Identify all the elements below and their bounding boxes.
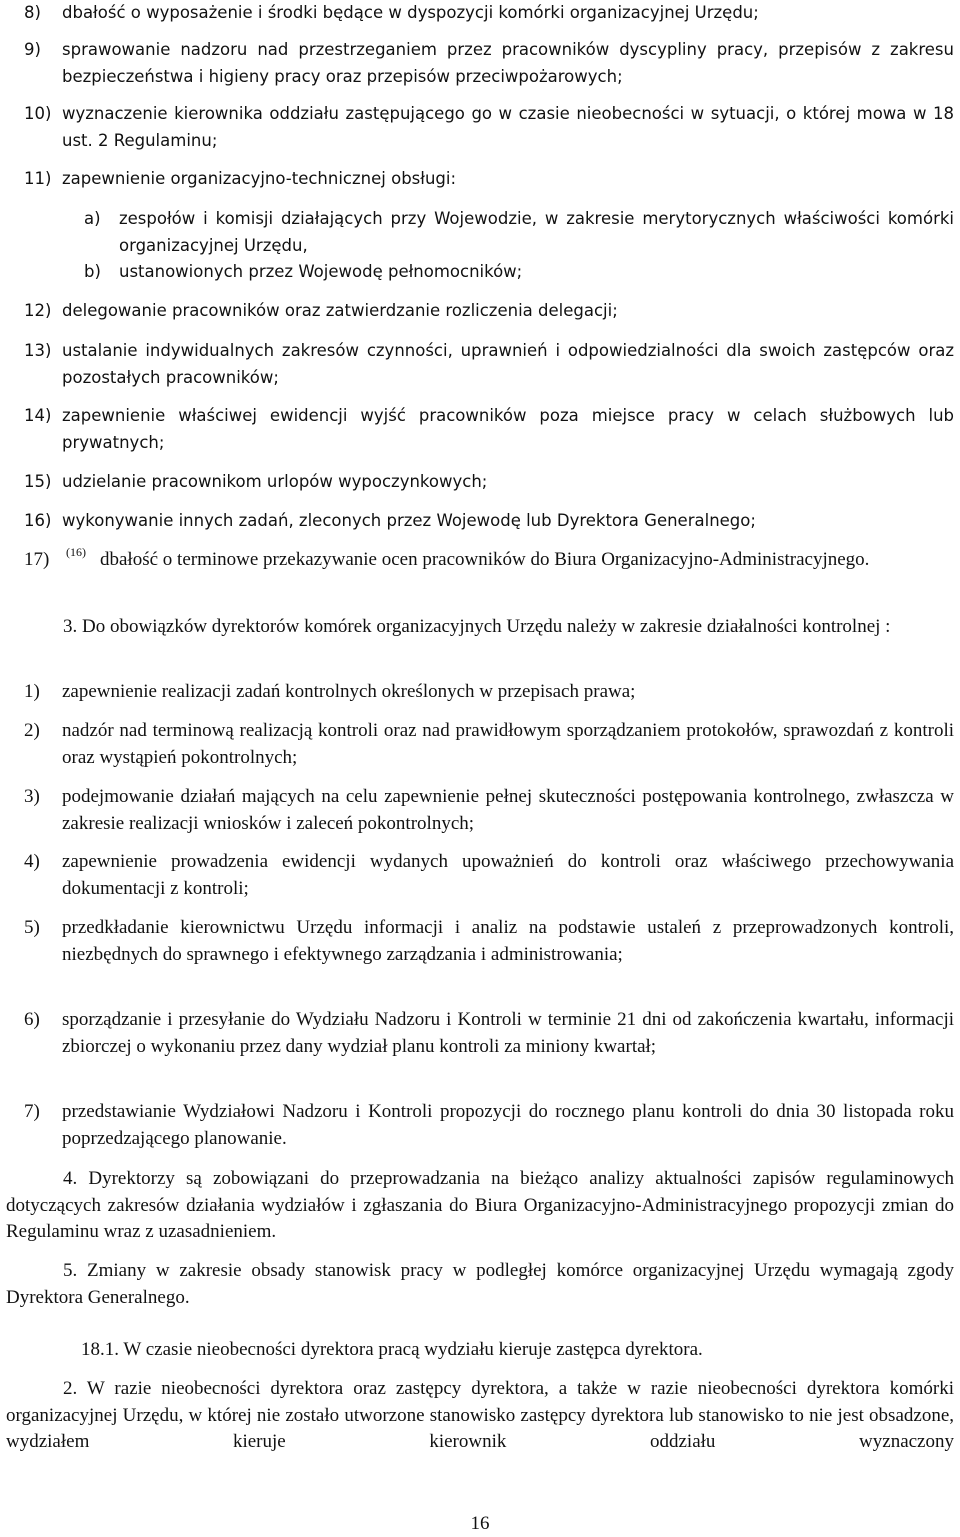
item-number: 4) xyxy=(24,851,40,872)
paragraph-4: 4. Dyrektorzy są zobowiązani do przeprowadzania na bieżąco analizy aktualności zapisów regulaminowych dotyczących zakresów działania wydziałów i zgłaszania do Biura Organizacyjno-Administracyjnego propozycji zmian do Regulaminu wraz z uzasadnieniem. xyxy=(6,1168,954,1242)
page-number: 16 xyxy=(470,1513,490,1534)
item-number: 17) xyxy=(24,549,50,570)
item-text: nadzór nad terminową realizacją kontroli oraz nad prawidłowym sporządzaniem protokołów, sprawozdań z kontroli oraz wystąpień pokontrolnych; xyxy=(62,720,954,768)
list-item xyxy=(6,403,954,456)
list-item xyxy=(6,37,954,90)
item-number: 15) xyxy=(24,472,52,491)
item-number: 11) xyxy=(24,169,52,188)
paragraph-3: 3. Do obowiązków dyrektorów komórek organizacyjnych Urzędu należy w zakresie działalności kontrolnej : xyxy=(63,616,891,637)
list-item xyxy=(6,784,954,837)
list-item xyxy=(6,166,954,193)
list-item xyxy=(6,338,954,391)
item-text: zapewnienie właściwej ewidencji wyjść pracowników poza miejsce pracy w celach służbowych lub prywatnych; xyxy=(62,406,954,452)
item-number: 9) xyxy=(24,40,41,59)
paragraph-5: 5. Zmiany w zakresie obsady stanowisk pracy w podległej komórce organizacyjnej Urzędu wymagają zgody Dyrektora Generalnego. xyxy=(6,1260,954,1308)
item-text: wyznaczenie kierownika oddziału zastępującego go w czasie nieobecności w sytuacji, o której mowa w 18 ust. 2 Regulaminu; xyxy=(62,104,954,150)
item-number: 6) xyxy=(24,1009,40,1030)
sub-list-item xyxy=(6,206,954,259)
item-number: 8) xyxy=(24,3,41,22)
list-item xyxy=(6,101,954,154)
item-number: 14) xyxy=(24,406,52,425)
item-text-wrapper xyxy=(62,547,954,574)
item-text: zapewnienie realizacji zadań kontrolnych określonych w przepisach prawa; xyxy=(62,681,636,702)
item-number: 5) xyxy=(24,917,40,938)
paragraph-18-2: 2. W razie nieobecności dyrektora oraz zastępcy dyrektora, a także w razie nieobecności dyrektora komórki organizacyjnej Urzędu, w której nie zostało utworzone stanowisko zastępcy dyrektora lub stanowisko to nie jest obsadzone, wydziałem kieruje kierownik oddziału wyznaczony xyxy=(6,1378,954,1452)
item-text: zapewnienie prowadzenia ewidencji wydanych upoważnień do kontroli oraz właściwego przechowywania dokumentacji z kontroli; xyxy=(62,851,954,899)
item-text: sprawowanie nadzoru nad przestrzeganiem przez pracowników dyscypliny pracy, przepisów z zakresu bezpieczeństwa i higieny pracy oraz przepisów przeciwpożarowych; xyxy=(62,40,954,86)
item-text: delegowanie pracowników oraz zatwierdzanie rozliczenia delegacji; xyxy=(62,301,618,320)
list-item xyxy=(6,1007,954,1060)
item-number: 1) xyxy=(24,681,40,702)
item-text: przedstawianie Wydziałowi Nadzoru i Kontroli propozycji do rocznego planu kontroli do dnia 30 listopada roku poprzedzającego planowanie. xyxy=(62,1101,954,1149)
list-item xyxy=(6,915,954,968)
item-text: zapewnienie organizacyjno-technicznej obsługi: xyxy=(62,169,457,188)
list-item xyxy=(6,547,954,574)
item-text: wykonywanie innych zadań, zleconych przez Wojewodę lub Dyrektora Generalnego; xyxy=(62,511,756,530)
item-text: dbałość o terminowe przekazywanie ocen pracowników do Biura Organizacyjno-Administracyjnego. xyxy=(100,549,870,570)
sub-item-text: zespołów i komisji działających przy Wojewodzie, w zakresie merytorycznych właściwości komórki organizacyjnej Urzędu, xyxy=(119,209,954,255)
item-text: ustalanie indywidualnych zakresów czynności, uprawnień i odpowiedzialności dla swoich zastępców oraz pozostałych pracowników; xyxy=(62,341,954,387)
list-item xyxy=(6,679,954,706)
sub-item-text: ustanowionych przez Wojewodę pełnomocników; xyxy=(119,262,523,281)
item-number: 3) xyxy=(24,786,40,807)
item-number: 16) xyxy=(24,511,52,530)
item-text: udzielanie pracownikom urlopów wypoczynkowych; xyxy=(62,472,488,491)
item-number: 12) xyxy=(24,301,52,320)
list-item xyxy=(6,1099,954,1152)
list-item xyxy=(6,508,954,535)
list-item xyxy=(6,849,954,902)
item-text: sporządzanie i przesyłanie do Wydziału Nadzoru i Kontroli w terminie 21 dni od zakończenia kwartału, informacji zbiorczej o wykonaniu przez dany wydział planu kontroli za miniony kwartał; xyxy=(62,1009,954,1057)
item-number: 10) xyxy=(24,104,52,123)
list-item xyxy=(6,718,954,771)
item-number: 2) xyxy=(24,720,40,741)
item-text: przedkładanie kierownictwu Urzędu informacji i analiz na podstawie ustaleń z przeprowadzonych kontroli, niezbędnych do sprawnego i efektywnego zarządzania i administrowania; xyxy=(62,917,954,965)
sub-list-item xyxy=(6,259,954,286)
paragraph-18-1: 18.1. W czasie nieobecności dyrektora pracą wydziału kieruje zastępca dyrektora. xyxy=(81,1339,703,1360)
footnote-marker: (16) xyxy=(66,545,86,559)
list-item xyxy=(6,469,954,496)
sub-item-letter: a) xyxy=(84,209,101,228)
list-item xyxy=(6,298,954,325)
item-number: 7) xyxy=(24,1101,40,1122)
sub-item-letter: b) xyxy=(84,262,101,281)
list-item xyxy=(6,0,954,27)
item-text: podejmowanie działań mających na celu zapewnienie pełnej skuteczności postępowania kontrolnego, zwłaszcza w zakresie realizacji wniosków i zaleceń pokontrolnych; xyxy=(62,786,954,834)
item-number: 13) xyxy=(24,341,52,360)
item-text: dbałość o wyposażenie i środki będące w dyspozycji komórki organizacyjnej Urzędu; xyxy=(62,3,759,22)
